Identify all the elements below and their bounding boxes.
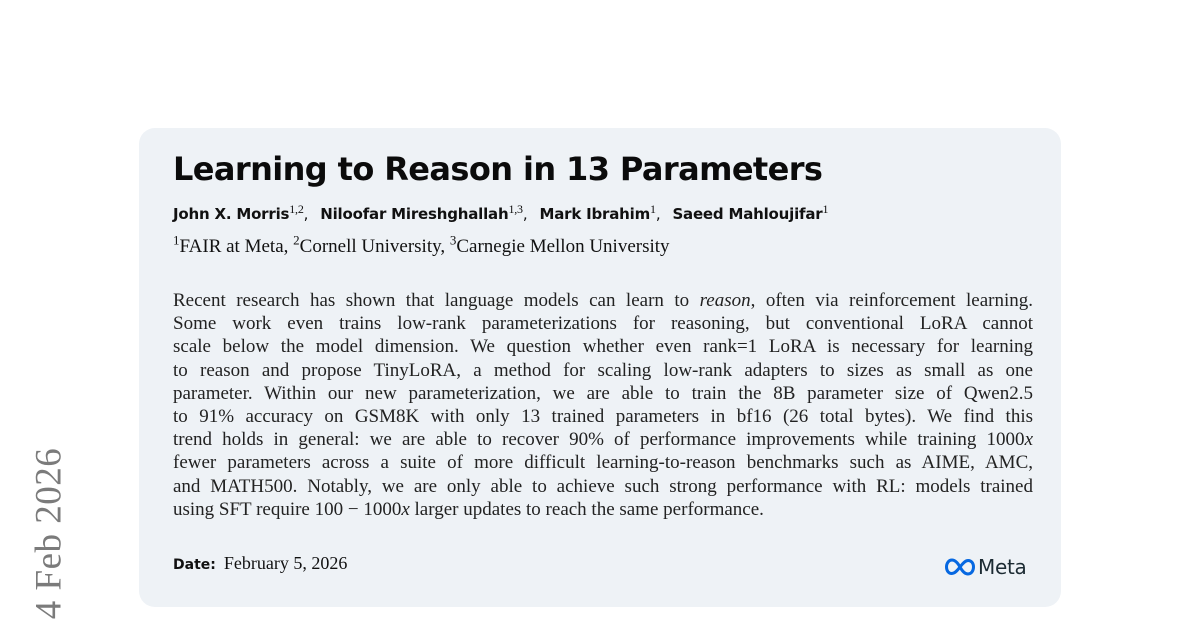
date-value: February 5, 2026 [223, 553, 348, 573]
author-list [173, 202, 829, 223]
abstract-text: using SFT require 100 − 1000 [173, 498, 402, 520]
author-separator: , [655, 205, 661, 223]
side-date-text: 4 Feb 2026 [28, 447, 70, 619]
author-name: Saeed Mahloujifar [672, 205, 823, 223]
abstract-line: to reason and propose TinyLoRA, a method for scaling low-rank adapters to sizes as small as one [173, 359, 1033, 381]
abstract-math: x [1024, 429, 1033, 451]
abstract-line: fewer parameters across a suite of more difficult learning-to-reason benchmarks such as AIME, AMC, [173, 452, 1033, 474]
paper-card [139, 128, 1061, 607]
affiliation-list: $^1$FAIR at Meta, $^2$Cornell University, $^3$Carnegie Mellon University [173, 232, 670, 257]
author-affiliation-mark: 1,3 [508, 202, 523, 216]
abstract-line: to 91% accuracy on GSM8K with only 13 trained parameters in bf16 (26 total bytes). We find this [173, 406, 1033, 428]
abstract-math: x [401, 498, 410, 520]
abstract-line: parameter. Within our new parameterization, we are able to train the 8B parameter size of Qwen2.5 [173, 382, 1033, 404]
date-row [173, 553, 347, 574]
affiliation-name: Cornell University [299, 236, 441, 257]
author-affiliation-mark: 1,2 [289, 202, 304, 216]
paper-title: Learning to Reason in 13 Parameters [173, 150, 823, 188]
meta-wordmark: Meta [978, 555, 1027, 579]
abstract-text: , often via reinforcement learning. [750, 290, 1033, 311]
affiliation-mark: 2 [293, 232, 300, 248]
abstract-text: trend holds in general: we are able to recover 90% of performance improvements while training 1000 [173, 429, 1025, 451]
abstract-line [173, 289, 1033, 312]
author-separator: , [303, 205, 309, 223]
meta-infinity-icon [945, 558, 975, 576]
affiliation-mark: 3 [449, 232, 457, 248]
date-label: Date: [173, 557, 216, 573]
affiliation-name: FAIR at Meta [179, 236, 284, 257]
abstract-text: Recent research has shown that language models can learn to [173, 290, 700, 311]
abstract-line: scale below the model dimension. We question whether even rank=1 LoRA is necessary for learning [173, 336, 1033, 358]
abstract-line: Some work even trains low-rank parameterizations for reasoning, but conventional LoRA cannot [173, 313, 1033, 335]
author-affiliation-mark: 1 [822, 202, 829, 216]
meta-logo [945, 555, 1026, 579]
author-separator: , [522, 205, 528, 223]
affiliation-name: Carnegie Mellon University [456, 236, 670, 257]
abstract-line [173, 428, 1033, 451]
affiliation-mark: 1 [173, 232, 180, 248]
abstract-line [173, 498, 1033, 521]
author-name: John X. Morris [173, 205, 290, 223]
abstract-line: and MATH500. Notably, we are only able to achieve such strong performance with RL: models trained [173, 475, 1033, 497]
arxiv-side-date [26, 443, 72, 623]
abstract-emphasis: reason [699, 290, 751, 311]
author-affiliation-mark: 1 [650, 202, 656, 216]
abstract-text: larger updates to reach the same performance. [409, 498, 764, 520]
author-name: Mark Ibrahim [539, 205, 651, 223]
abstract [173, 289, 1033, 521]
author-name: Niloofar Mireshghallah [320, 205, 509, 223]
